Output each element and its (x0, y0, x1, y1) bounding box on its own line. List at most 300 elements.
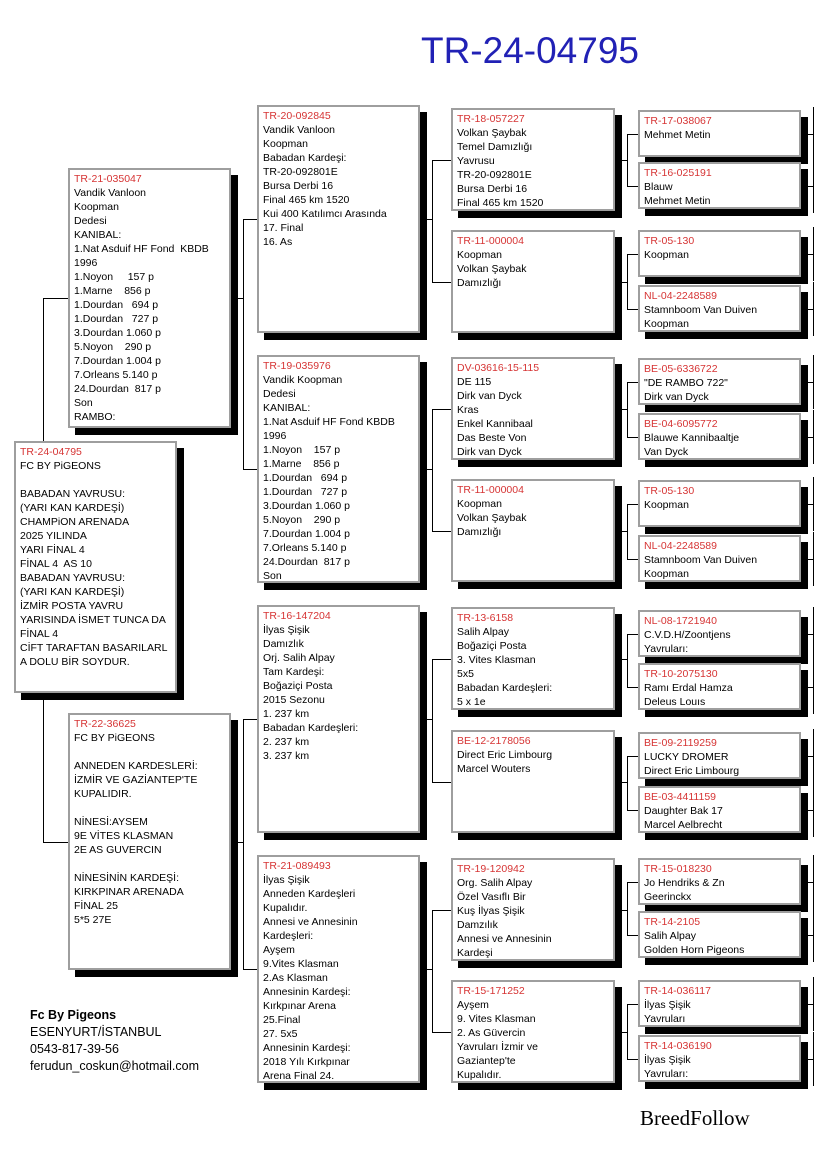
loft-phone: 0543-817-39-56 (30, 1042, 119, 1056)
box-line: 1.Dourdan 694 p (74, 299, 159, 311)
box-line: Direct Eric Limbourg (644, 765, 740, 777)
box-line: Vandik Koopman (263, 374, 343, 386)
box-line: Yavruları İzmir ve (457, 1041, 538, 1053)
connector-line (801, 935, 813, 936)
box-line: KIRKPINAR ARENADA (74, 886, 184, 898)
connector-line (627, 882, 638, 883)
connector-line (813, 227, 814, 281)
box-line: Salih Alpay (457, 626, 509, 638)
ring-code: DV-03616-15-115 (457, 362, 540, 374)
connector-line (627, 559, 638, 560)
connector-line (432, 910, 451, 911)
box-line: KANIBAL: (74, 229, 122, 241)
pedigree-box (451, 357, 615, 460)
ring-code: TR-20-092845 (263, 110, 331, 122)
ring-code: TR-16-025191 (644, 167, 712, 179)
connector-line (801, 882, 813, 883)
connector-line (813, 783, 814, 837)
box-line: 1. 237 km (263, 708, 310, 720)
connector-line (801, 756, 813, 757)
connector-line (813, 729, 814, 783)
box-line: CHAMPiON ARENADA (20, 516, 130, 528)
box-line: 5x5 (457, 668, 474, 680)
box-line: A DOLU BİR SOYDUR. (20, 656, 130, 668)
box-line: 1.Marne 856 p (263, 458, 340, 470)
pedigree-box (451, 980, 615, 1083)
box-line: Bursa Derbi 16 (263, 180, 334, 192)
box-line: Ayşem (457, 999, 489, 1011)
connector-line (801, 634, 813, 635)
box-line: Volkan Şaybak (457, 512, 527, 524)
box-line: Marcel Aelbrecht (644, 819, 723, 831)
connector-line (615, 531, 627, 532)
connector-line (627, 437, 638, 438)
box-line: Stamnboom Van Duiven (644, 304, 758, 316)
box-line: Blauwe Kannibaaltje (644, 432, 740, 444)
box-line: 9. Vites Klasman (457, 1013, 536, 1025)
box-line: Damızlığı (457, 277, 502, 289)
pedigree-box (451, 607, 615, 710)
box-line: Koopman (457, 498, 502, 510)
connector-line (813, 159, 814, 213)
connector-line (243, 969, 257, 970)
box-line: YARI FİNAL 4 (20, 544, 85, 556)
pedigree-box (451, 230, 615, 333)
loft-location: ESENYURT/İSTANBUL (30, 1025, 162, 1039)
box-line: 2E AS GUVERCIN (74, 844, 162, 856)
box-line: LUCKY DROMER (644, 751, 729, 763)
box-line: İlyas Şişik (644, 999, 691, 1011)
box-line: İlyas Şişik (263, 874, 310, 886)
box-line: NİNESİNİN KARDEŞİ: (74, 872, 180, 884)
connector-line (813, 410, 814, 464)
ring-code: BE-05-6336722 (644, 363, 718, 375)
ring-code: BE-12-2178056 (457, 735, 531, 747)
box-line: Kırkpınar Arena (263, 1000, 336, 1012)
box-line: Yavruları (644, 1013, 686, 1025)
box-line: Dirk van Dyck (457, 390, 522, 402)
connector-line (615, 282, 627, 283)
box-line: Damızlık (263, 638, 304, 650)
connector-line (813, 355, 814, 409)
box-line: (YARI KAN KARDEŞİ) (20, 586, 125, 598)
box-line: 9.Vites Klasman (263, 958, 339, 970)
box-line: YARISINDA İSMET TUNCA DA (20, 614, 166, 626)
box-line: Orj. Salih Alpay (263, 652, 335, 664)
box-line: Boğaziçi Posta (263, 680, 333, 692)
box-line: TR-20-092801E (263, 166, 338, 178)
box-line: Kras (457, 404, 479, 416)
ring-code: TR-24-04795 (20, 446, 82, 458)
box-line: Annesi ve Annesinin (457, 933, 552, 945)
connector-line (420, 219, 432, 220)
box-line: Arena Final 24. (263, 1070, 335, 1082)
ring-code: TR-17-038067 (644, 115, 712, 127)
box-line: Kui 400 Katılımcı Arasında (263, 208, 387, 220)
connector-line (432, 531, 451, 532)
connector-line (801, 1059, 813, 1060)
box-line: Babadan Kardeşleri: (263, 722, 359, 734)
ring-code: BE-03-4411159 (644, 791, 716, 803)
box-line: 3.Dourdan 1.060 p (74, 327, 161, 339)
ring-code: TR-18-057227 (457, 113, 525, 125)
box-line: 1996 (263, 430, 287, 442)
box-line: 7.Orleans 5.140 p (263, 542, 347, 554)
box-line: 5.Noyon 290 p (263, 514, 341, 526)
box-line: Direct Eric Limbourg (457, 749, 553, 761)
box-line: Tam Kardeşi: (263, 666, 325, 678)
box-line: TR-20-092801E (457, 169, 532, 181)
connector-line (43, 842, 68, 843)
connector-line (813, 607, 814, 661)
connector-line (627, 634, 628, 687)
connector-line (243, 219, 244, 469)
ring-code: TR-15-171252 (457, 985, 525, 997)
connector-line (243, 469, 257, 470)
box-line: 1.Dourdan 727 p (74, 313, 159, 325)
pedigree-box (638, 786, 801, 833)
box-line: Vandik Vanloon (74, 187, 146, 199)
connector-line (615, 160, 627, 161)
box-line: 27. 5x5 (263, 1028, 298, 1040)
pedigree-box (14, 441, 177, 693)
box-line: DE 115 (457, 376, 492, 388)
box-line: NİNESİ:AYSEM (74, 816, 148, 828)
ring-code: TR-14-2105 (644, 916, 701, 928)
box-line (20, 473, 171, 487)
box-line: 2.As Klasman (263, 972, 328, 984)
pedigree-box (451, 479, 615, 582)
connector-line (420, 469, 432, 470)
pedigree-box (638, 980, 801, 1027)
ring-code: TR-10-2075130 (644, 668, 718, 680)
box-line: 2018 Yılı Kırkpınar (263, 1056, 350, 1068)
connector-line (813, 855, 814, 909)
pedigree-box (638, 535, 801, 582)
box-line: Daughter Bak 17 (644, 805, 723, 817)
box-line: KANIBAL: (263, 402, 311, 414)
box-line: Dirk van Dyck (644, 391, 709, 403)
box-line: KUPALIDIR. (74, 788, 132, 800)
ring-code: TR-16-147204 (263, 610, 331, 622)
box-line: Annesinin Kardeşi: (263, 986, 351, 998)
connector-line (813, 908, 814, 962)
box-line: Kardeşi (457, 947, 493, 959)
connector-line (801, 687, 813, 688)
pedigree-box (638, 858, 801, 905)
connector-line (813, 477, 814, 531)
box-line: Koopman (263, 138, 308, 150)
box-line: 5 x 1e (457, 696, 486, 708)
box-line: Gaziantep'te (457, 1055, 516, 1067)
connector-line (627, 504, 638, 505)
pedigree-box (451, 730, 615, 833)
connector-line (615, 782, 627, 783)
box-line: İlyas Şişik (263, 624, 310, 636)
connector-line (627, 134, 628, 186)
box-line: Babadan Kardeşleri: (457, 682, 553, 694)
box-line: Damızlığı (457, 526, 502, 538)
connector-line (801, 559, 813, 560)
box-line: Kupalıdır. (457, 1069, 502, 1081)
connector-line (627, 254, 638, 255)
connector-line (627, 756, 638, 757)
ring-code: TR-05-130 (644, 235, 695, 247)
ring-code: TR-05-130 (644, 485, 695, 497)
connector-line (813, 107, 814, 161)
connector-line (813, 282, 814, 336)
pedigree-box (257, 605, 420, 833)
box-line: CİFT TARAFTAN BASARILARL (20, 642, 168, 654)
box-line: Özel Vasıflı Bir (457, 891, 526, 903)
box-line: Final 465 km 1520 (457, 197, 544, 209)
box-line: "DE RAMBO 722" (644, 377, 728, 389)
connector-line (627, 382, 628, 437)
breedfollow-watermark: BreedFollow (640, 1106, 750, 1130)
connector-line (801, 382, 813, 383)
box-line: Volkan Şaybak (457, 127, 527, 139)
box-line: Mehmet Metin (644, 129, 711, 141)
connector-line (801, 437, 813, 438)
box-line: FİNAL 25 (74, 900, 118, 912)
box-line: Dedesi (74, 215, 107, 227)
box-line: 24.Dourdan 817 p (74, 383, 161, 395)
pedigree-box (257, 855, 420, 1083)
pedigree-box (638, 413, 801, 460)
box-line: Blauw (644, 181, 673, 193)
box-line: 1.Noyon 157 p (74, 271, 154, 283)
box-line: Son (263, 570, 282, 582)
ring-code: TR-11-000004 (457, 484, 524, 496)
box-line: 24.Dourdan 817 p (263, 556, 350, 568)
box-line: Geerinckx (644, 891, 692, 903)
connector-line (801, 504, 813, 505)
box-line: Koopman (644, 568, 689, 580)
pedigree-box (451, 858, 615, 961)
box-line: (YARI KAN KARDEŞİ) (20, 502, 125, 514)
box-line (74, 801, 225, 815)
box-line: 2015 Sezonu (263, 694, 325, 706)
connector-line (432, 160, 451, 161)
box-line: 1.Noyon 157 p (263, 444, 341, 456)
ring-code: TR-19-035976 (263, 360, 331, 372)
connector-line (801, 309, 813, 310)
box-line: 2. As Güvercin (457, 1027, 526, 1039)
box-line: 2. 237 km (263, 736, 310, 748)
connector-line (243, 219, 257, 220)
box-line: Kupalıdır. (263, 902, 308, 914)
connector-line (432, 910, 433, 1032)
connector-line (43, 298, 68, 299)
box-line: Dirk van Dyck (457, 446, 522, 458)
box-line: Koopman (644, 318, 689, 330)
box-line: 1.Nat Asduif HF Fond KBDB (74, 243, 209, 255)
connector-line (627, 186, 638, 187)
loft-name: Fc By Pigeons (30, 1008, 117, 1022)
box-line: Babadan Kardeşi: (263, 152, 347, 164)
box-line: Kardeşleri: (263, 930, 314, 942)
connector-line (627, 882, 628, 935)
pedigree-title: TR-24-04795 (420, 30, 639, 71)
pedigree-box (638, 732, 801, 779)
box-line: 3.Dourdan 1.060 p (263, 500, 350, 512)
box-line: Enkel Kannibaal (457, 418, 533, 430)
box-line: Salih Alpay (644, 930, 696, 942)
box-line: 16. As (263, 236, 293, 248)
box-line: Dedesi (263, 388, 296, 400)
box-line: BABADAN YAVRUSU: (20, 488, 126, 500)
box-line: Deleus Louıs (644, 696, 706, 708)
loft-contact (30, 1007, 199, 1075)
box-line: Anneden Kardeşleri (263, 888, 356, 900)
pedigree-box (451, 108, 615, 211)
ring-code: TR-13-6158 (457, 612, 514, 624)
box-line: 1.Marne 856 p (74, 285, 151, 297)
box-line: Bursa Derbi 16 (457, 183, 528, 195)
connector-line (801, 810, 813, 811)
connector-line (615, 910, 627, 911)
ring-code: TR-14-036190 (644, 1040, 712, 1052)
box-line: 3. 237 km (263, 750, 310, 762)
box-line: Kuş İlyas Şişik (457, 905, 525, 917)
box-line: 3. Vites Klasman (457, 654, 536, 666)
connector-line (615, 1032, 627, 1033)
connector-line (627, 309, 638, 310)
box-line: 9E VİTES KLASMAN (74, 830, 174, 842)
box-line: Stamnboom Van Duiven (644, 554, 758, 566)
connector-line (801, 134, 813, 135)
pedigree-box (638, 1035, 801, 1082)
ring-code: TR-11-000004 (457, 235, 524, 247)
ring-code: TR-19-120942 (457, 863, 525, 875)
box-line: FC BY PiGEONS (20, 460, 101, 472)
box-line: Ayşem (263, 944, 295, 956)
box-line: 1.Dourdan 694 p (263, 472, 348, 484)
box-line: Boğaziçi Posta (457, 640, 527, 652)
connector-line (801, 254, 813, 255)
ring-code: TR-21-089493 (263, 860, 331, 872)
box-line: 5*5 27E (74, 914, 112, 926)
pedigree-box (638, 230, 801, 277)
connector-line (627, 810, 638, 811)
connector-line (432, 782, 451, 783)
ring-code: NL-08-1721940 (644, 615, 717, 627)
connector-line (627, 1059, 638, 1060)
pedigree-box (638, 285, 801, 332)
connector-line (801, 1004, 813, 1005)
box-line: İlyas Şişik (644, 1054, 691, 1066)
box-line: 1.Dourdan 727 p (263, 486, 348, 498)
box-line: Son (74, 397, 93, 409)
box-line: Golden Horn Pigeons (644, 944, 745, 956)
pedigree-box (68, 713, 231, 970)
connector-line (627, 935, 638, 936)
box-line: Vandik Vanloon (263, 124, 335, 136)
ring-code: TR-22-36625 (74, 718, 136, 730)
box-line: Annesinin Kardeşi: (263, 1042, 351, 1054)
box-line: Damzılık (457, 919, 498, 931)
pedigree-box (638, 110, 801, 157)
box-line: 2025 YILINDA (20, 530, 87, 542)
connector-line (432, 659, 433, 782)
pedigree-box (638, 480, 801, 527)
box-line: Das Beste Von (457, 432, 527, 444)
box-line: Van Dyck (644, 446, 689, 458)
box-line: Annesi ve Annesinin (263, 916, 358, 928)
box-line: 25.Final (263, 1014, 301, 1026)
connector-line (615, 659, 627, 660)
pedigree-box (638, 358, 801, 405)
pedigree-box (638, 610, 801, 657)
pedigree-box (638, 911, 801, 958)
connector-line (627, 634, 638, 635)
connector-line (420, 719, 432, 720)
box-line: BABADAN YAVRUSU: (20, 572, 126, 584)
connector-line (420, 969, 432, 970)
box-line: ANNEDEN KARDESLERİ: (74, 760, 198, 772)
box-line: 1.Nat Asduif HF Fond KBDB (263, 416, 395, 428)
box-line: Marcel Wouters (457, 763, 531, 775)
connector-line (627, 134, 638, 135)
connector-line (627, 382, 638, 383)
connector-line (813, 1032, 814, 1086)
connector-line (627, 254, 628, 309)
box-line: Mehmet Metin (644, 195, 711, 207)
box-line: Volkan Şaybak (457, 263, 527, 275)
connector-line (615, 409, 627, 410)
box-line: İZMİR VE GAZİANTEP'TE (74, 774, 198, 786)
ring-code: TR-14-036117 (644, 985, 711, 997)
box-line: 7.Dourdan 1.004 p (74, 355, 161, 367)
box-line: RAMBO: (74, 411, 116, 423)
ring-code: TR-21-035047 (74, 173, 142, 185)
connector-line (231, 842, 243, 843)
box-line: FİNAL 4 AS 10 (20, 558, 92, 570)
pedigree-box (257, 105, 420, 333)
ring-code: BE-04-6095772 (644, 418, 718, 430)
box-line: Temel Damızlığı (457, 141, 533, 153)
box-line: 1996 (74, 257, 98, 269)
box-line: Koopman (74, 201, 119, 213)
connector-line (432, 282, 451, 283)
box-line: Org. Salih Alpay (457, 877, 533, 889)
ring-code: NL-04-2248589 (644, 540, 717, 552)
box-line: Yavruları: (644, 1068, 689, 1080)
connector-line (813, 977, 814, 1031)
pedigree-box (638, 663, 801, 710)
pedigree-box (638, 162, 801, 209)
ring-code: TR-15-018230 (644, 863, 712, 875)
connector-line (432, 160, 433, 282)
box-line: Koopman (457, 249, 502, 261)
connector-line (627, 1004, 628, 1059)
connector-line (627, 687, 638, 688)
loft-email: ferudun_coskun@hotmail.com (30, 1059, 200, 1073)
box-line: Yavrusu (457, 155, 495, 167)
connector-line (627, 504, 628, 559)
connector-line (432, 1032, 451, 1033)
box-line (74, 857, 225, 871)
box-line: 7.Dourdan 1.004 p (263, 528, 350, 540)
box-line: Koopman (644, 499, 689, 511)
box-line: Koopman (644, 249, 689, 261)
connector-line (231, 298, 243, 299)
connector-line (627, 756, 628, 810)
connector-line (813, 532, 814, 586)
box-line: Ramı Erdal Hamza (644, 682, 733, 694)
box-line (74, 745, 225, 759)
pedigree-box (257, 355, 420, 583)
